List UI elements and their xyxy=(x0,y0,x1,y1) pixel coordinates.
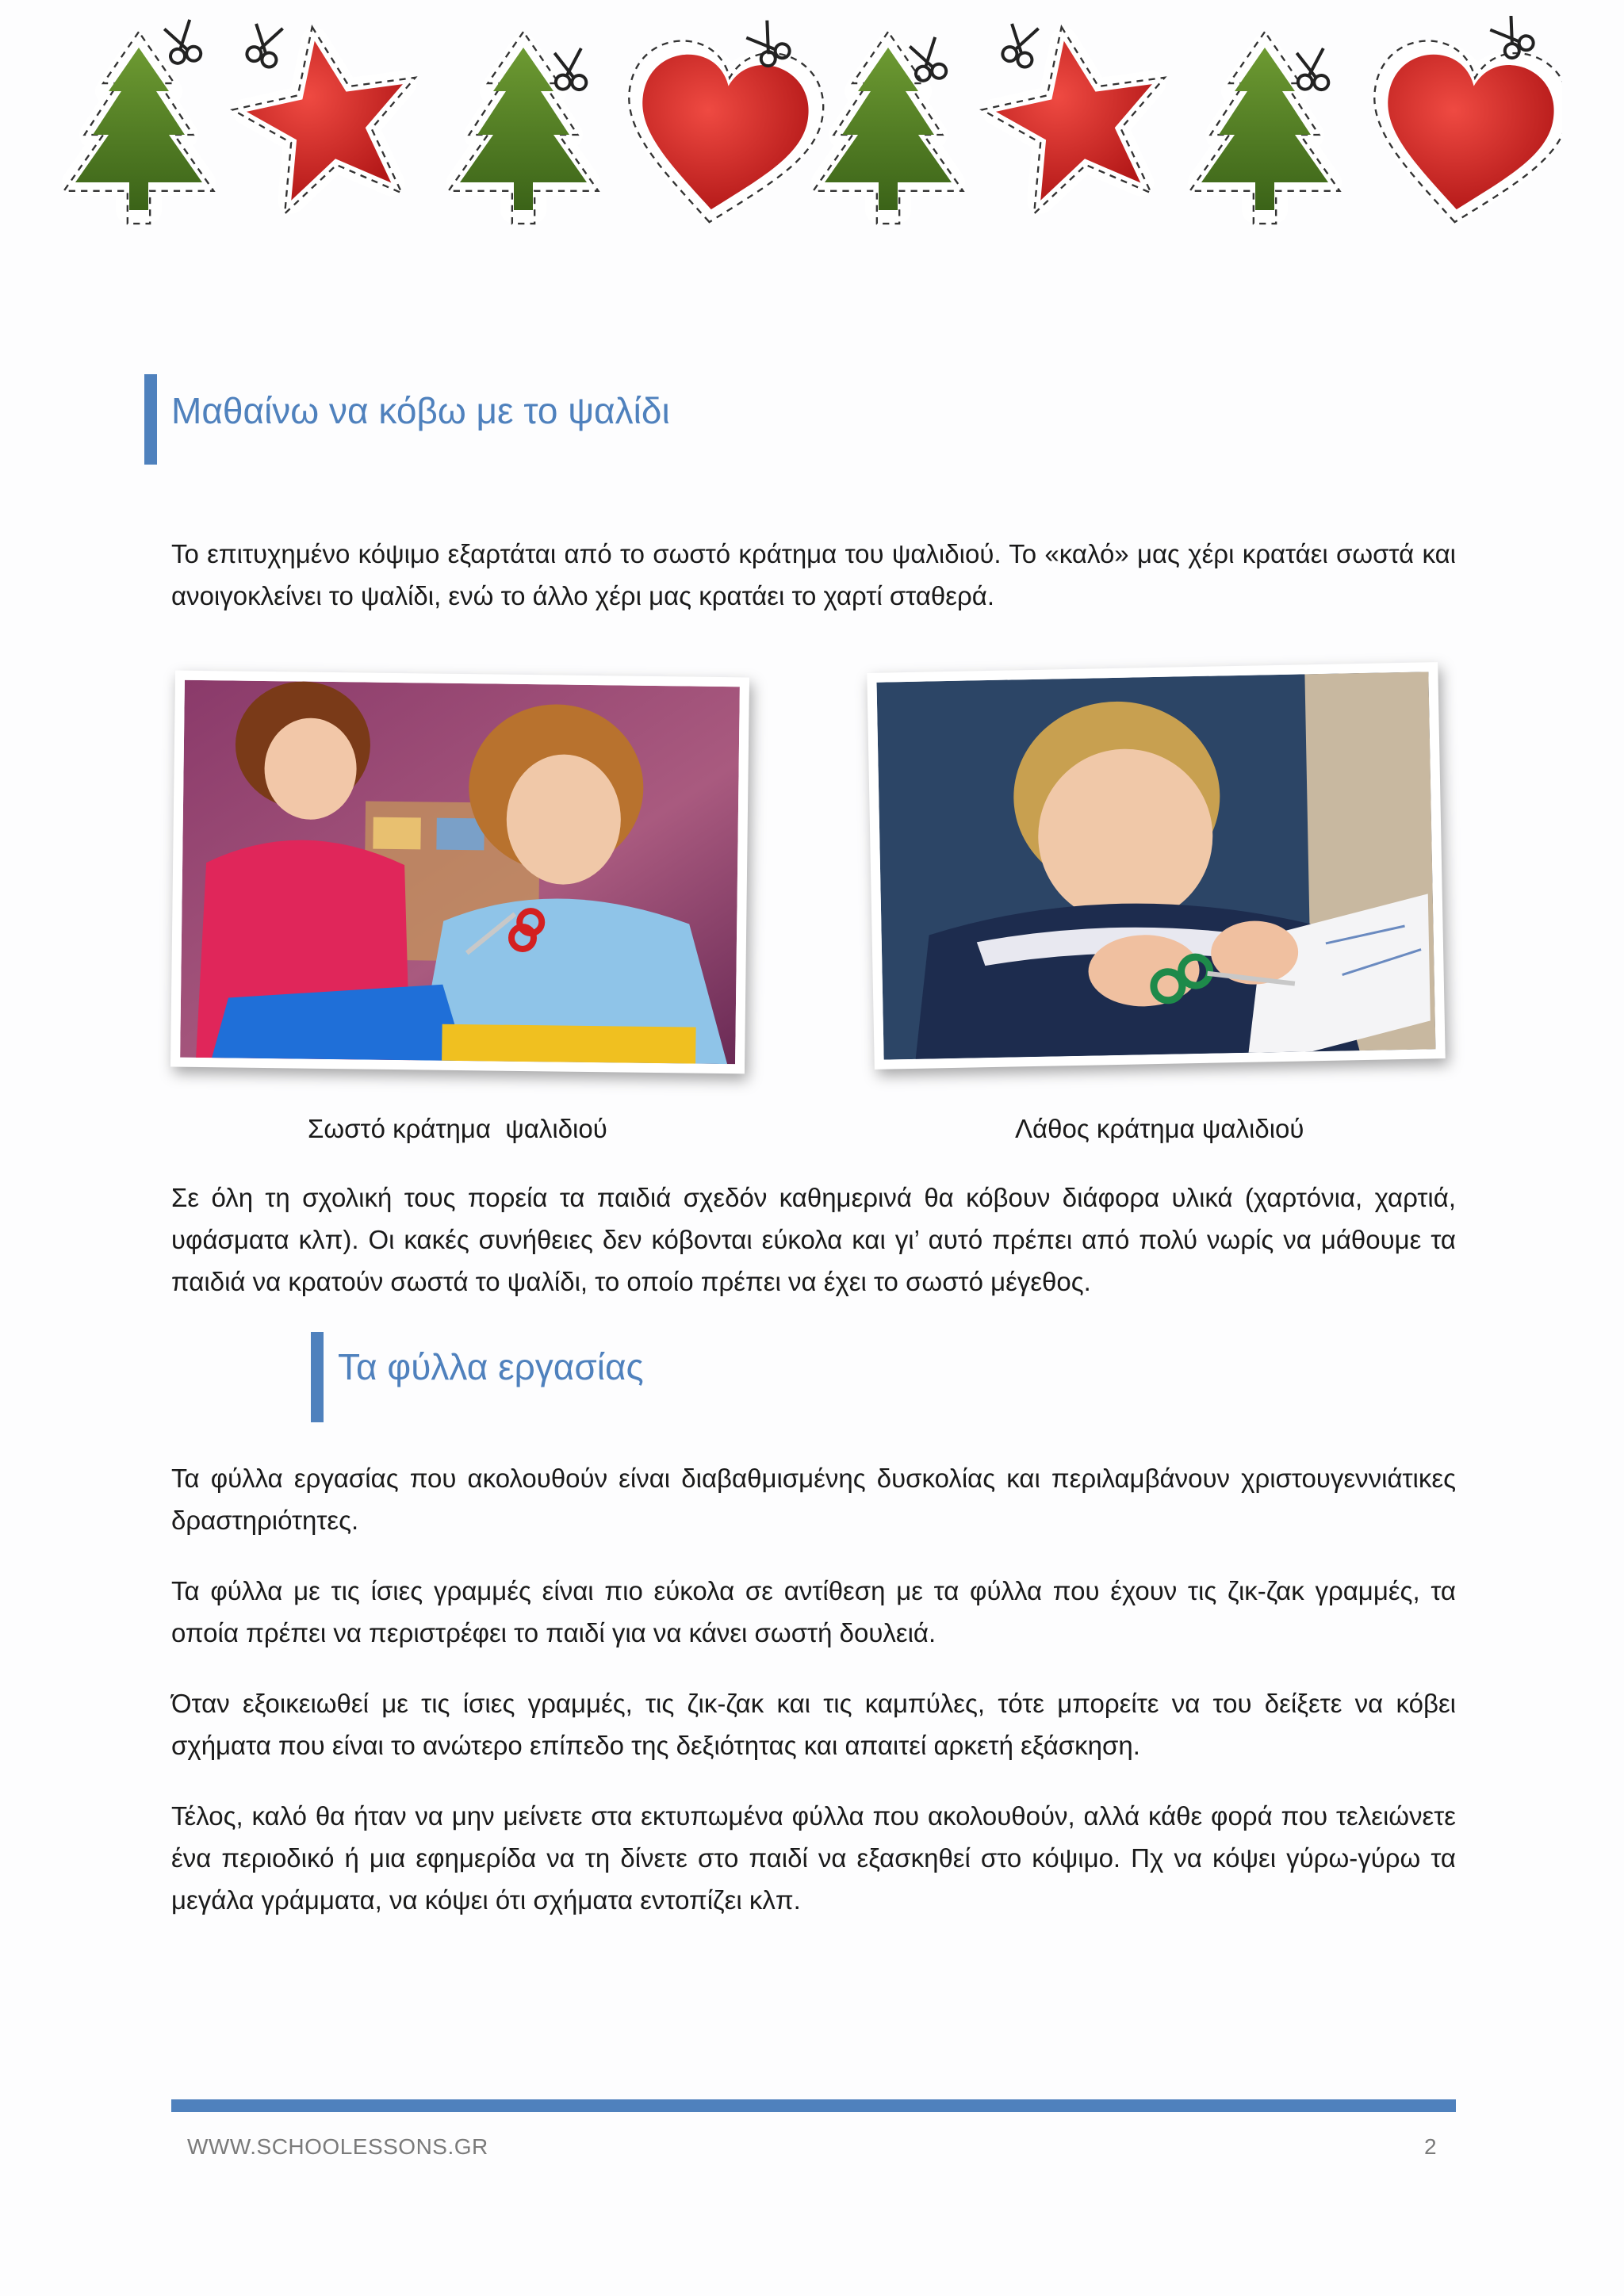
body-paragraph: Τέλος, καλό θα ήταν να μην μείνετε στα εκτυπωμένα φύλλα που ακολουθούν, αλλά κάθε φορά που τελειώνετε ένα περιοδικό ή μια εφημερίδα να τη δίνετε στο παιδί να εξασκηθεί στο κόψιμο. Πχ να κόψει γύρω-γύρω τα μεγάλα γράμματα, να κόψει ότι σχήματα εντοπίζει κλπ. xyxy=(171,1801,1456,1915)
body-paragraph: Σε όλη τη σχολική τους πορεία τα παιδιά σχεδόν καθημερινά θα κόβουν διάφορα υλικά (χαρτόνια, χαρτιά, υφάσματα κλπ). Οι κακές συνήθειες δεν κόβονται εύκολα και γι’ αυτό πρέπει από πολύ νωρίς να μάθουμε τα παιδιά να κρατούν σωστά το ψαλίδι, το οποίο πρέπει να έχει το σωστό μέγεθος. xyxy=(171,1183,1456,1296)
christmas-tree-icon xyxy=(814,32,963,224)
body-paragraph: Όταν εξοικειωθεί με τις ίσιες γραμμές, τις ζικ-ζακ και τις καμπύλες, τότε μπορείτε να του δείξετε να κόβει σχήματα που είναι το ανώτερο επίπεδο της δεξιότητας και απαιτεί αρκετή εξάσκηση. xyxy=(171,1689,1456,1760)
scissors-icon xyxy=(1293,48,1330,94)
scissors-icon xyxy=(245,23,282,68)
scissors-icon xyxy=(1001,23,1038,68)
scissors-icon xyxy=(161,20,204,68)
caption-wrong-grip: Λάθος κράτημα ψαλιδιού xyxy=(1015,1114,1304,1143)
heading-accent-bar xyxy=(144,374,157,465)
heart-icon xyxy=(1358,34,1562,235)
heart-icon xyxy=(613,34,830,235)
page-number: 2 xyxy=(1424,2134,1437,2159)
intro-paragraph: Το επιτυχημένο κόψιμο εξαρτάται από το σωστό κράτημα του ψαλιδιού. Το «καλό» μας χέρι κρατάει σωστά και ανοιγοκλείνει το ψαλίδι, ενώ το άλλο χέρι μας κρατάει το χαρτί σταθερά. xyxy=(171,539,1456,610)
subsection-heading: Τα φύλλα εργασίας xyxy=(338,1346,644,1387)
heading-accent-bar xyxy=(311,1332,324,1422)
caption-correct-grip: Σωστό κράτημα ψαλιδιού xyxy=(308,1114,607,1143)
ornament-banner xyxy=(56,16,1562,246)
photo-correct-grip xyxy=(170,671,749,1074)
footer-rule xyxy=(171,2099,1456,2112)
body-paragraph: Τα φύλλα εργασίας που ακολουθούν είναι διαβαθμισμένης δυσκολίας και περιλαμβάνουν χριστουγεννιάτικες δραστηριότητες. xyxy=(171,1464,1456,1535)
footer-website: WWW.SCHOOLESSONS.GR xyxy=(187,2134,488,2159)
body-paragraph: Τα φύλλα με τις ίσιες γραμμές είναι πιο εύκολα σε αντίθεση με τα φύλλα που έχουν τις ζικ-ζακ γραμμές, τα οποία πρέπει να περιστρέφει το παιδί για να κάνει σωστή δουλειά. xyxy=(171,1576,1456,1647)
photo-wrong-grip xyxy=(867,662,1445,1070)
star-icon xyxy=(970,16,1184,220)
section-heading: Μαθαίνω να κόβω με το ψαλίδι xyxy=(171,390,670,431)
scissors-icon xyxy=(550,48,588,94)
